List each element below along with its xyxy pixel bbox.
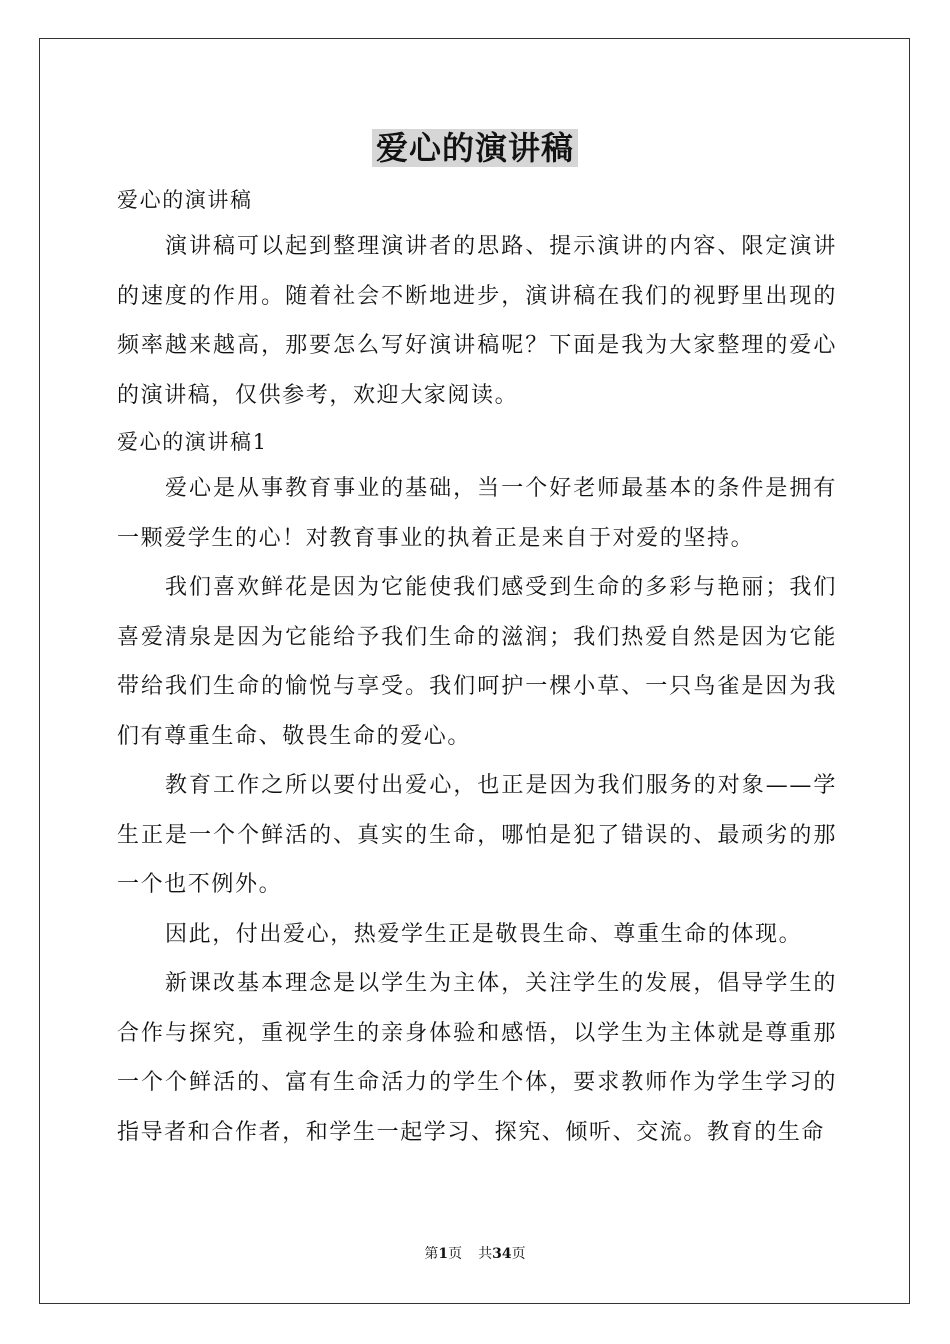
page-prefix: 第 bbox=[424, 1246, 439, 1262]
total-prefix: 共 bbox=[478, 1246, 493, 1262]
page-footer bbox=[0, 1244, 950, 1264]
document-body bbox=[117, 178, 837, 1157]
body-paragraph-2: 我们喜欢鲜花是因为它能使我们感受到生命的多彩与艳丽；我们喜爱清泉是因为它能给予我们生命的滋润；我们热爱自然是因为它能带给我们生命的愉悦与享受。我们呵护一棵小草、一只鸟雀是因为我们有尊重生命、敬畏生命的爱心。 bbox=[117, 575, 837, 749]
body-paragraph-5: 新课改基本理念是以学生为主体，关注学生的发展，倡导学生的合作与探究，重视学生的亲身体验和感悟，以学生为主体就是尊重那一个个鲜活的、富有生命活力的学生个体，要求教师作为学生学习的指导者和合作者，和学生一起学习、探究、倾听、交流。教育的生命 bbox=[117, 971, 837, 1145]
total-pages: 34 bbox=[492, 1246, 512, 1262]
intro-paragraph: 演讲稿可以起到整理演讲者的思路、提示演讲的内容、限定演讲的速度的作用。随着社会不断地进步，演讲稿在我们的视野里出现的频率越来越高，那要怎么写好演讲稿呢？下面是我为大家整理的爱心的演讲稿，仅供参考，欢迎大家阅读。 bbox=[117, 234, 837, 408]
total-suffix: 页 bbox=[511, 1246, 526, 1262]
body-paragraph-1: 爱心是从事教育事业的基础，当一个好老师最基本的条件是拥有一颗爱学生的心！对教育事业的执着正是来自于对爱的坚持。 bbox=[117, 476, 837, 551]
body-paragraph-3: 教育工作之所以要付出爱心，也正是因为我们服务的对象——学生正是一个个鲜活的、真实的生命，哪怕是犯了错误的、最顽劣的那一个也不例外。 bbox=[117, 773, 837, 897]
page-suffix: 页 bbox=[448, 1246, 463, 1262]
document-title bbox=[0, 128, 950, 168]
section-heading: 爱心的演讲稿1 bbox=[117, 430, 268, 454]
document-subtitle: 爱心的演讲稿 bbox=[117, 188, 253, 212]
body-paragraph-4: 因此，付出爱心，热爱学生正是敬畏生命、尊重生命的体现。 bbox=[165, 921, 803, 947]
page-number: 1 bbox=[438, 1246, 449, 1262]
document-title-text: 爱心的演讲稿 bbox=[372, 129, 578, 167]
